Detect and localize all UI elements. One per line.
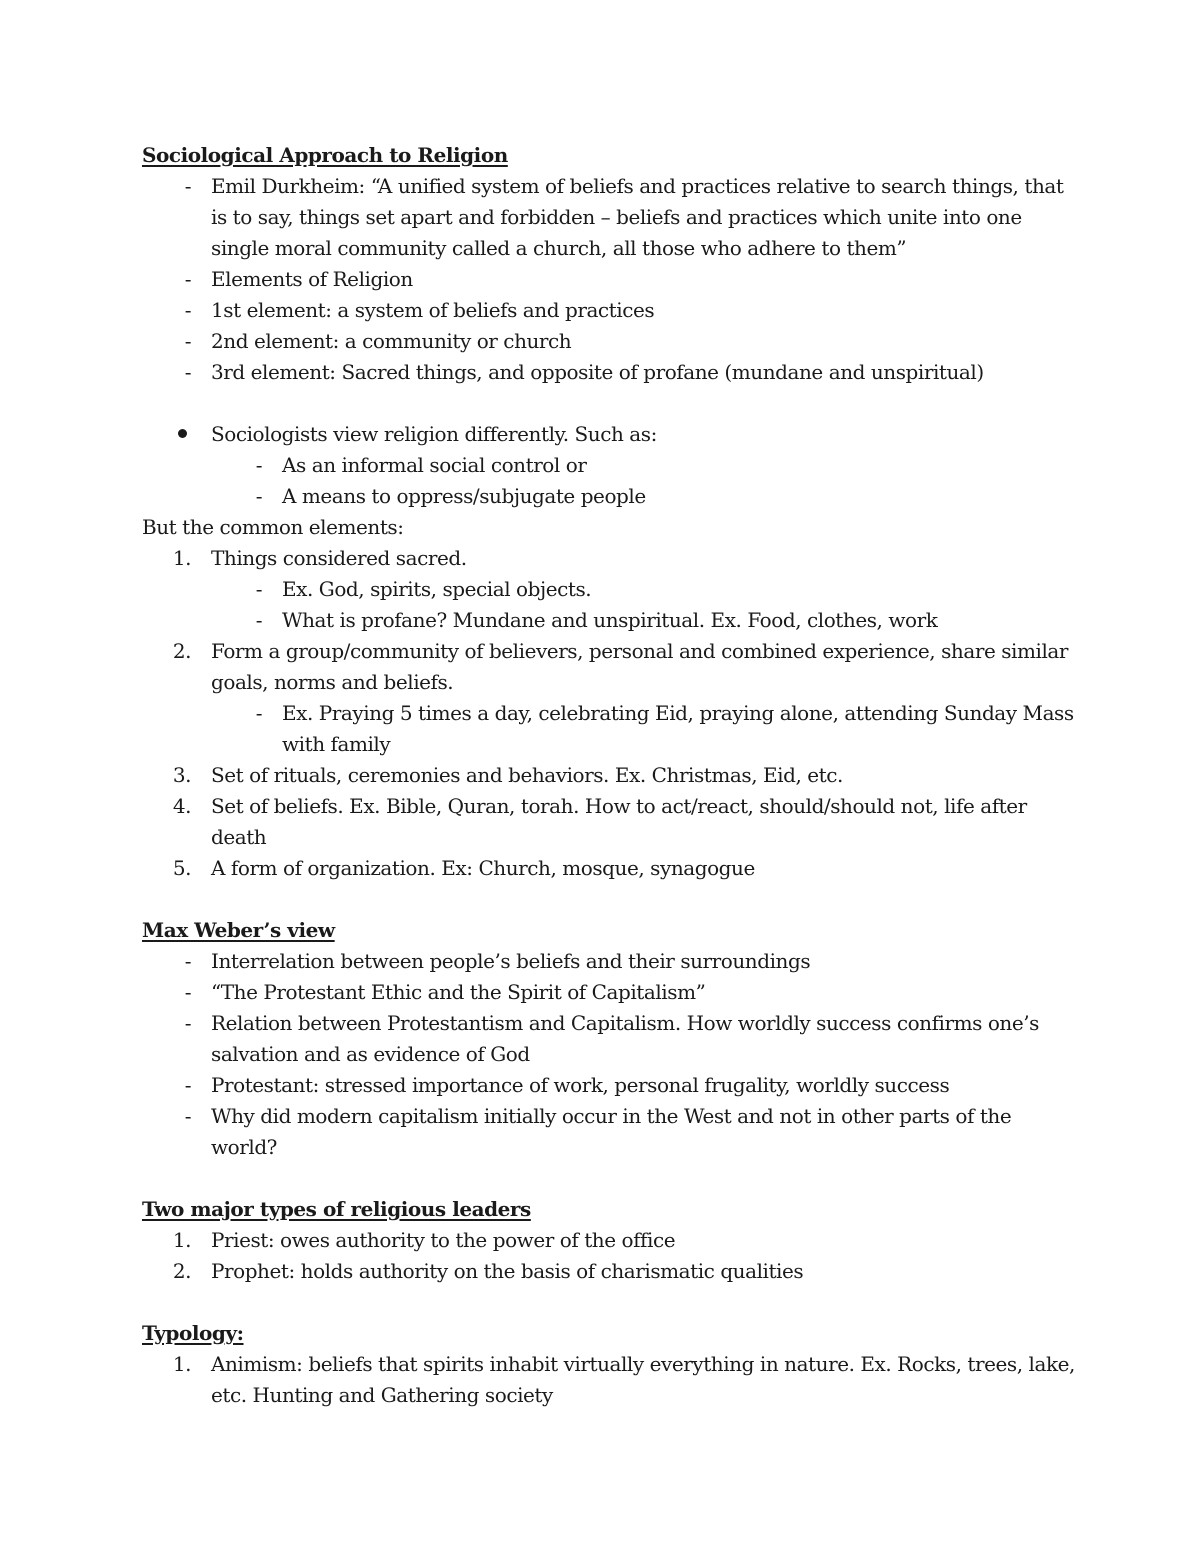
section-heading-sociological-approach: Sociological Approach to Religion (142, 143, 508, 167)
numbered-item (142, 1256, 1082, 1287)
dash-marker: - (184, 949, 191, 973)
dash-marker: - (184, 1073, 191, 1097)
numbered-item (142, 760, 1082, 791)
list-item-text: Set of rituals, ceremonies and behaviors. Ex. Christmas, Eid, etc. (211, 763, 843, 787)
list-item-text: Prophet: holds authority on the basis of charismatic qualities (211, 1259, 804, 1283)
dash-marker: - (255, 701, 262, 725)
list-item (142, 946, 1082, 977)
list-item (142, 1070, 1082, 1101)
numbered-item (142, 791, 1082, 853)
list-item-text: Sociologists view religion differently. Such as: (211, 422, 657, 446)
document-page (142, 140, 1082, 1411)
number-marker: 1. (172, 546, 191, 570)
sub-list-item (142, 698, 1082, 760)
section-heading-typology: Typology: (142, 1321, 244, 1345)
dash-marker: - (255, 453, 262, 477)
section-heading-religious-leaders: Two major types of religious leaders (142, 1197, 531, 1221)
sub-list-item (142, 605, 1082, 636)
list-item (142, 1101, 1082, 1163)
list-item-text: Priest: owes authority to the power of the office (211, 1228, 676, 1252)
list-item-text: Relation between Protestantism and Capitalism. How worldly success confirms one’s salvation and as evidence of God (211, 1011, 1039, 1066)
section-heading-max-weber: Max Weber’s view (142, 918, 335, 942)
list-item-text: Set of beliefs. Ex. Bible, Quran, torah. How to act/react, should/should not, life after death (211, 794, 1027, 849)
blank-line (142, 1287, 1082, 1318)
dash-marker: - (255, 608, 262, 632)
number-marker: 3. (172, 763, 191, 787)
number-marker: 2. (172, 1259, 191, 1283)
sub-list-item (142, 450, 1082, 481)
list-item (142, 1008, 1082, 1070)
list-item-text: Interrelation between people’s beliefs and their surroundings (211, 949, 811, 973)
bullet-icon (142, 419, 211, 450)
list-item-text: Things considered sacred. (211, 546, 467, 570)
numbered-item (142, 1225, 1082, 1256)
number-marker: 4. (172, 794, 191, 818)
paragraph-common-elements: But the common elements: (142, 515, 404, 539)
numbered-item (142, 853, 1082, 884)
blank-line (142, 388, 1082, 419)
number-marker: 5. (172, 856, 191, 880)
list-item-text: “The Protestant Ethic and the Spirit of Capitalism” (211, 980, 706, 1004)
dash-marker: - (184, 298, 191, 322)
list-item (142, 357, 1082, 388)
list-item-text: What is profane? Mundane and unspiritual. Ex. Food, clothes, work (282, 608, 938, 632)
list-item (142, 977, 1082, 1008)
list-item-text: Emil Durkheim: “A unified system of beliefs and practices relative to search things, that is to say, things set apart and forbidden – beliefs and practices which unite into one single moral community called a church, all those who adhere to them” (211, 174, 1064, 260)
dash-marker: - (184, 1011, 191, 1035)
list-item-text: 1st element: a system of beliefs and practices (211, 298, 655, 322)
bullet-item (142, 419, 1082, 450)
dash-marker: - (255, 484, 262, 508)
dash-marker: - (184, 329, 191, 353)
list-item-text: Ex. God, spirits, special objects. (282, 577, 592, 601)
list-item (142, 326, 1082, 357)
dash-marker: - (184, 360, 191, 384)
list-item-text: A form of organization. Ex: Church, mosque, synagogue (211, 856, 755, 880)
sub-list-item (142, 481, 1082, 512)
dash-marker: - (255, 577, 262, 601)
numbered-item (142, 636, 1082, 698)
list-item-text: As an informal social control or (282, 453, 587, 477)
list-item-text: 3rd element: Sacred things, and opposite of profane (mundane and unspiritual) (211, 360, 984, 384)
blank-line (142, 1163, 1082, 1194)
list-item (142, 295, 1082, 326)
numbered-item (142, 1349, 1082, 1411)
number-marker: 2. (172, 639, 191, 663)
number-marker: 1. (172, 1352, 191, 1376)
number-marker: 1. (172, 1228, 191, 1252)
numbered-item (142, 543, 1082, 574)
list-item (142, 171, 1082, 264)
dash-marker: - (184, 1104, 191, 1128)
dash-marker: - (184, 174, 191, 198)
dash-marker: - (184, 980, 191, 1004)
list-item-text: Animism: beliefs that spirits inhabit virtually everything in nature. Ex. Rocks, trees, lake, etc. Hunting and Gathering society (211, 1352, 1075, 1407)
list-item-text: Form a group/community of believers, personal and combined experience, share similar goals, norms and beliefs. (211, 639, 1068, 694)
dash-marker: - (184, 267, 191, 291)
list-item-text: A means to oppress/subjugate people (282, 484, 646, 508)
list-item-text: 2nd element: a community or church (211, 329, 572, 353)
list-item-text: Elements of Religion (211, 267, 413, 291)
list-item (142, 264, 1082, 295)
sub-list-item (142, 574, 1082, 605)
list-item-text: Why did modern capitalism initially occur in the West and not in other parts of the world? (211, 1104, 1012, 1159)
list-item-text: Ex. Praying 5 times a day, celebrating Eid, praying alone, attending Sunday Mass with family (282, 701, 1074, 756)
list-item-text: Protestant: stressed importance of work, personal frugality, worldly success (211, 1073, 950, 1097)
blank-line (142, 884, 1082, 915)
